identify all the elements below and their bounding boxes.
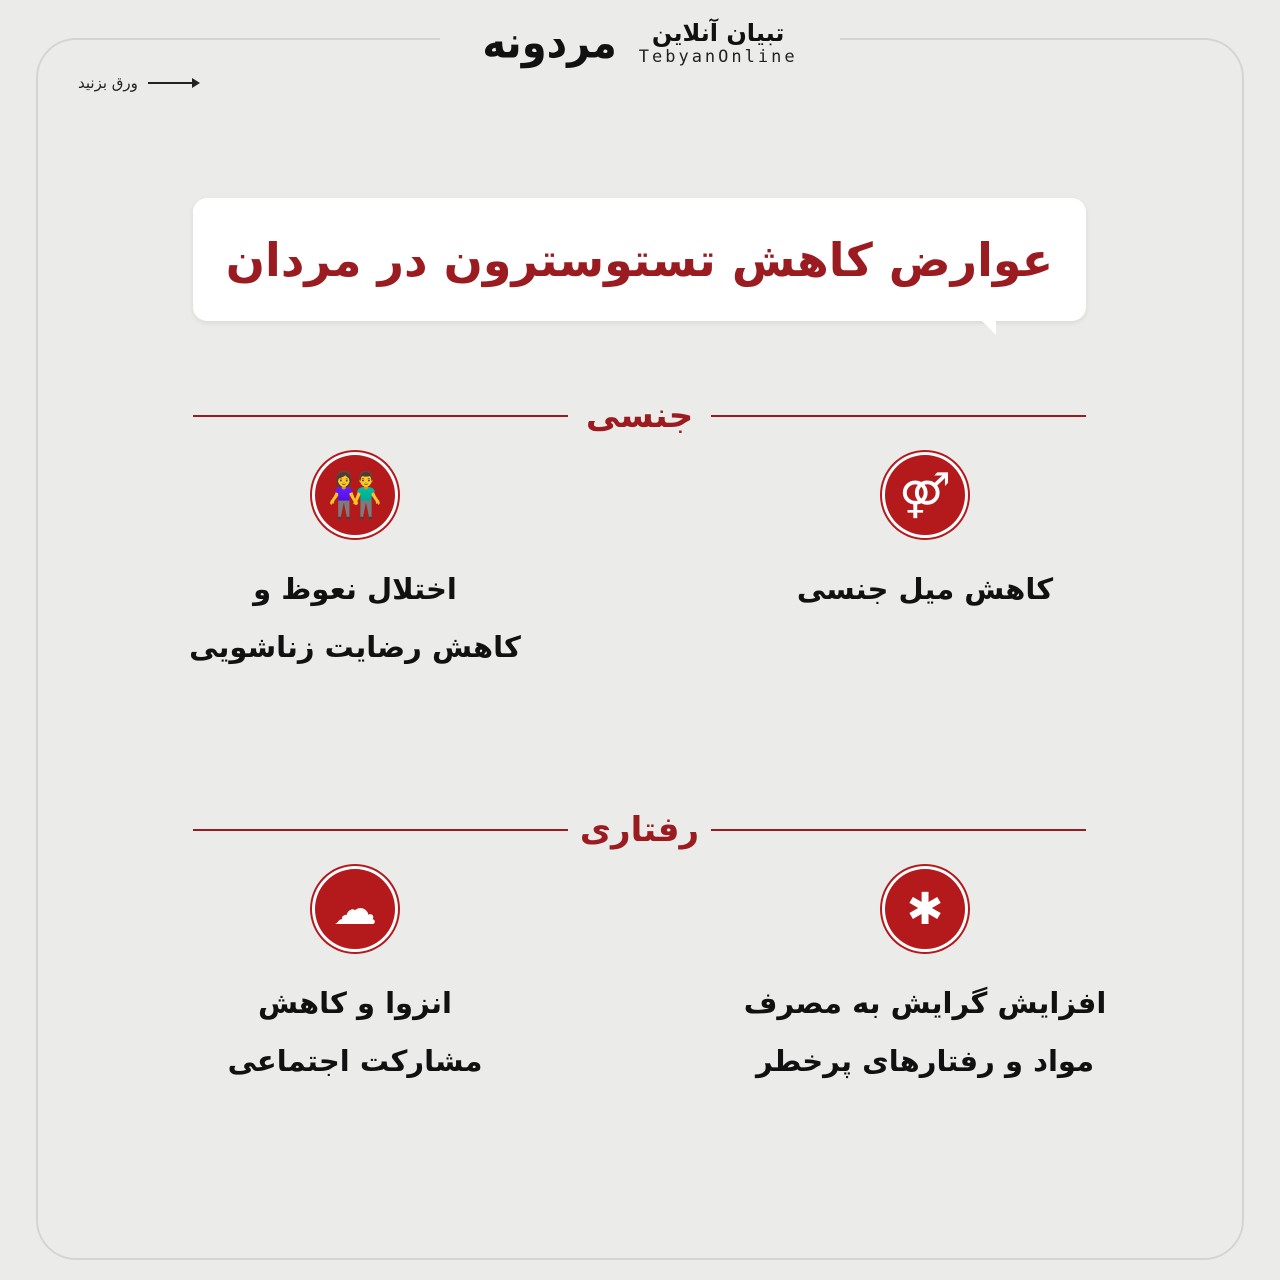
symptom-text: مشارکت اجتماعی [227, 1044, 483, 1078]
page-title: عوارض کاهش تستوسترون در مردان [225, 232, 1054, 287]
couple-icon: 👫 [312, 452, 398, 538]
tebyan-logo [639, 19, 798, 67]
section-sexual-header [193, 396, 1086, 436]
divider [711, 415, 1086, 417]
title-bubble [193, 198, 1086, 321]
arrow-right-icon [148, 82, 198, 84]
symptom-text: مواد و رفتارهای پرخطر [755, 1044, 1095, 1078]
symptom-text: کاهش میل جنسی [796, 572, 1054, 606]
symptom-text: اختلال نعوظ و [253, 572, 457, 606]
section-behavioral-header [193, 810, 1086, 850]
symptom-text: کاهش رضایت زناشویی [189, 630, 521, 664]
swipe-hint[interactable] [78, 74, 198, 92]
symptom-item [145, 866, 565, 1090]
divider [711, 829, 1086, 831]
cannabis-leaf-icon: ✱ [882, 866, 968, 952]
mardooneh-logo: مردونه [482, 17, 617, 69]
tebyan-logo-fa: تبیان آنلاین [651, 19, 785, 47]
tebyan-logo-en: TebyanOnline [638, 47, 798, 67]
isolated-person-icon: ☁ [312, 866, 398, 952]
symptom-text: انزوا و کاهش [258, 986, 452, 1020]
swipe-label: ورق بزنید [78, 74, 138, 92]
gender-symbols-icon: ⚤ [882, 452, 968, 538]
header-logos [440, 6, 840, 80]
section-label: جنسی [585, 396, 694, 436]
divider [193, 829, 568, 831]
symptom-text: افزایش گرایش به مصرف [743, 986, 1107, 1020]
symptom-item [715, 452, 1135, 618]
symptom-item [715, 866, 1135, 1090]
divider [193, 415, 568, 417]
section-label: رفتاری [579, 810, 700, 850]
symptom-item [145, 452, 565, 676]
